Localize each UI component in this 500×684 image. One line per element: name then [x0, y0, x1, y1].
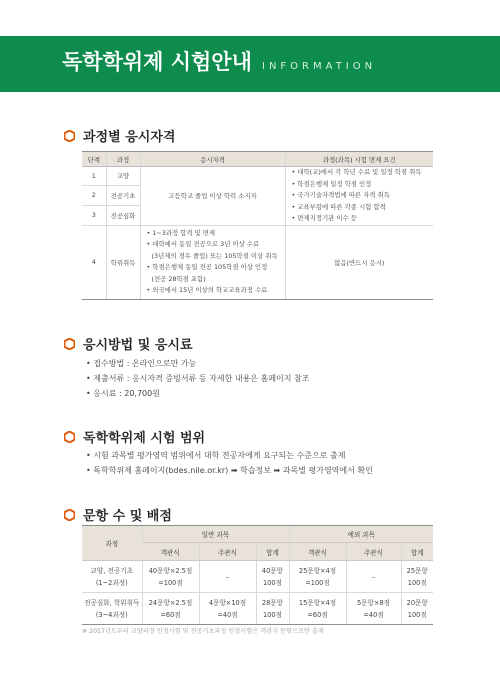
cell-line: 100점 — [263, 578, 282, 587]
list-item-continuation: (전공 28학점 포함) — [151, 274, 206, 283]
hexagon-bullet-icon — [64, 338, 75, 349]
table-row — [82, 561, 433, 593]
score-cell — [142, 593, 199, 625]
cell-line: 25문항×4점 — [298, 566, 337, 575]
section-title: 과정별 응시자격 — [83, 130, 176, 145]
score-cell — [256, 561, 289, 593]
hexagon-bullet-icon — [64, 130, 75, 141]
list-item: • 학점은행제 동일 전공 105학점 이상 인정 — [146, 263, 268, 271]
cell-line: =100점 — [305, 578, 330, 587]
list-item: • 제출서류 : 응시자격 증빙서류 등 자세한 내용은 홈페이지 참조 — [86, 374, 310, 383]
list-item: • 교육부령에 따른 각종 시험 합격 — [291, 202, 386, 211]
score-cell — [289, 561, 346, 593]
score-cell: – — [199, 561, 256, 593]
section-title: 응시방법 및 응시료 — [83, 338, 193, 353]
column-header: 과정 — [82, 526, 142, 561]
header-banner — [0, 36, 500, 92]
cell-line: =40점 — [363, 610, 384, 619]
list-item: • 응시료 : 20,700원 — [86, 389, 160, 398]
section-qualification-heading — [64, 126, 175, 145]
list-item: • 대학(교)에서 각 학년 수료 및 일정 학점 취득 — [291, 168, 422, 176]
cell-line: 100점 — [407, 578, 427, 587]
column-header: 응시자격 — [140, 152, 285, 167]
list-item: • 학점은행제 일정 학점 인정 — [291, 179, 372, 188]
score-cell — [256, 593, 289, 625]
column-header: 과정 — [106, 152, 140, 167]
hexagon-bullet-icon — [64, 509, 75, 520]
column-header: 객관식 — [289, 543, 346, 561]
list-item: • 면제지정기관 이수 등 — [291, 214, 357, 222]
qualification-table — [82, 151, 433, 300]
exemption-cell — [285, 167, 433, 226]
cell-line: 교양, 전공기초 — [90, 566, 133, 575]
cell-line: =100점 — [158, 578, 183, 587]
cell-line: =60점 — [307, 610, 328, 619]
cell-line: 24문항×2.5점 — [148, 598, 193, 607]
scope-list — [86, 448, 373, 478]
column-header: 주관식 — [199, 543, 256, 561]
group-header: 일반 과목 — [142, 526, 289, 543]
qualification-cell — [140, 225, 285, 299]
list-item: • 독학학위제 홈페이지(bdes.nile.or.kr) ➡ 학습정보 ➡ 과목별 평가영역에서 확인 — [86, 466, 373, 475]
column-header: 단계 — [82, 152, 106, 167]
cell-line: 28문항 — [261, 598, 284, 607]
column-header: 주관식 — [346, 543, 401, 561]
score-cell — [142, 561, 199, 593]
section-title: 문항 수 및 배점 — [83, 509, 172, 524]
course-cell — [82, 561, 142, 593]
cell-line: 40문항×2.5점 — [148, 566, 193, 575]
cell-line: 전공심화, 학위취득 — [84, 598, 140, 607]
cell-line: 100점 — [263, 610, 282, 619]
table-row — [82, 167, 433, 186]
stage-cell: 3 — [82, 205, 106, 225]
column-header: 과정(과목) 시험 면제 요건 — [285, 152, 433, 167]
cell-line: (1~2과정) — [95, 578, 128, 587]
hexagon-bullet-icon — [64, 431, 75, 442]
course-cell: 전공심화 — [106, 205, 140, 225]
cell-line: 25문항 — [406, 566, 428, 575]
method-list — [86, 356, 310, 401]
column-header: 합계 — [401, 543, 433, 561]
section-title: 독학학위제 시험 범위 — [83, 431, 206, 446]
score-cell — [401, 561, 433, 593]
section-scope-heading — [64, 427, 205, 446]
stage-cell: 2 — [82, 185, 106, 205]
stage-cell: 4 — [82, 225, 106, 299]
score-cell — [346, 593, 401, 625]
cell-line: 4문항×10점 — [208, 598, 247, 607]
score-cell — [401, 593, 433, 625]
course-cell: 학위취득 — [106, 225, 140, 299]
list-item — [147, 251, 285, 263]
cell-line: 20문항 — [406, 598, 428, 607]
list-item: • 외국에서 15년 이상의 학교교육과정 수료 — [146, 286, 268, 294]
section-score-heading — [64, 505, 172, 524]
cell-line: (3~4과정) — [95, 610, 128, 619]
list-item: • 1~3과정 합격 및 면제 — [146, 228, 216, 237]
cell-line: =60점 — [160, 610, 181, 619]
cell-line: 15문항×4점 — [298, 598, 337, 607]
course-cell: 전공기초 — [106, 185, 140, 205]
footnote: ※ 2017년도부터 교양과정 인정시험 및 전공기초과정 인정시험은 객관식 문항으로만 출제 — [82, 628, 324, 635]
exemption-cell: 없음(반드시 응시) — [285, 225, 433, 299]
stage-cell: 1 — [82, 167, 106, 186]
column-header: 합계 — [256, 543, 289, 561]
score-table — [82, 525, 433, 625]
group-header: 예외 과목 — [289, 526, 433, 543]
course-cell: 교양 — [106, 167, 140, 186]
qualification-cell: 고등학교 졸업 이상 학력 소지자 — [140, 167, 285, 226]
cell-line: 100점 — [407, 610, 427, 619]
list-item: • 국가기술자격법에 따른 자격 취득 — [291, 191, 390, 199]
table-row — [82, 593, 433, 625]
list-item — [147, 274, 285, 286]
cell-line: =40점 — [217, 610, 238, 619]
cell-line: 5문항×8점 — [356, 598, 391, 607]
list-item: • 대학에서 동일 전공으로 3년 이상 수료 — [146, 240, 260, 248]
section-method-heading — [64, 334, 193, 353]
page-subtitle: INFORMATION — [262, 61, 377, 72]
course-cell — [82, 593, 142, 625]
column-header: 객관식 — [142, 543, 199, 561]
list-item: • 접수방법 : 온라인으로만 가능 — [86, 359, 197, 368]
list-item: • 시험 과목별 평가영역 범위에서 대학 전공자에게 요구되는 수준으로 출제 — [86, 451, 346, 460]
table-row — [82, 225, 433, 299]
cell-line: 40문항 — [261, 566, 284, 575]
score-cell: – — [346, 561, 401, 593]
score-cell — [199, 593, 256, 625]
score-cell — [289, 593, 346, 625]
list-item-continuation: (3년제의 경우 졸업) 또는 105학점 이상 취득 — [151, 251, 278, 260]
page-title: 독학학위제 시험안내 — [62, 50, 252, 74]
